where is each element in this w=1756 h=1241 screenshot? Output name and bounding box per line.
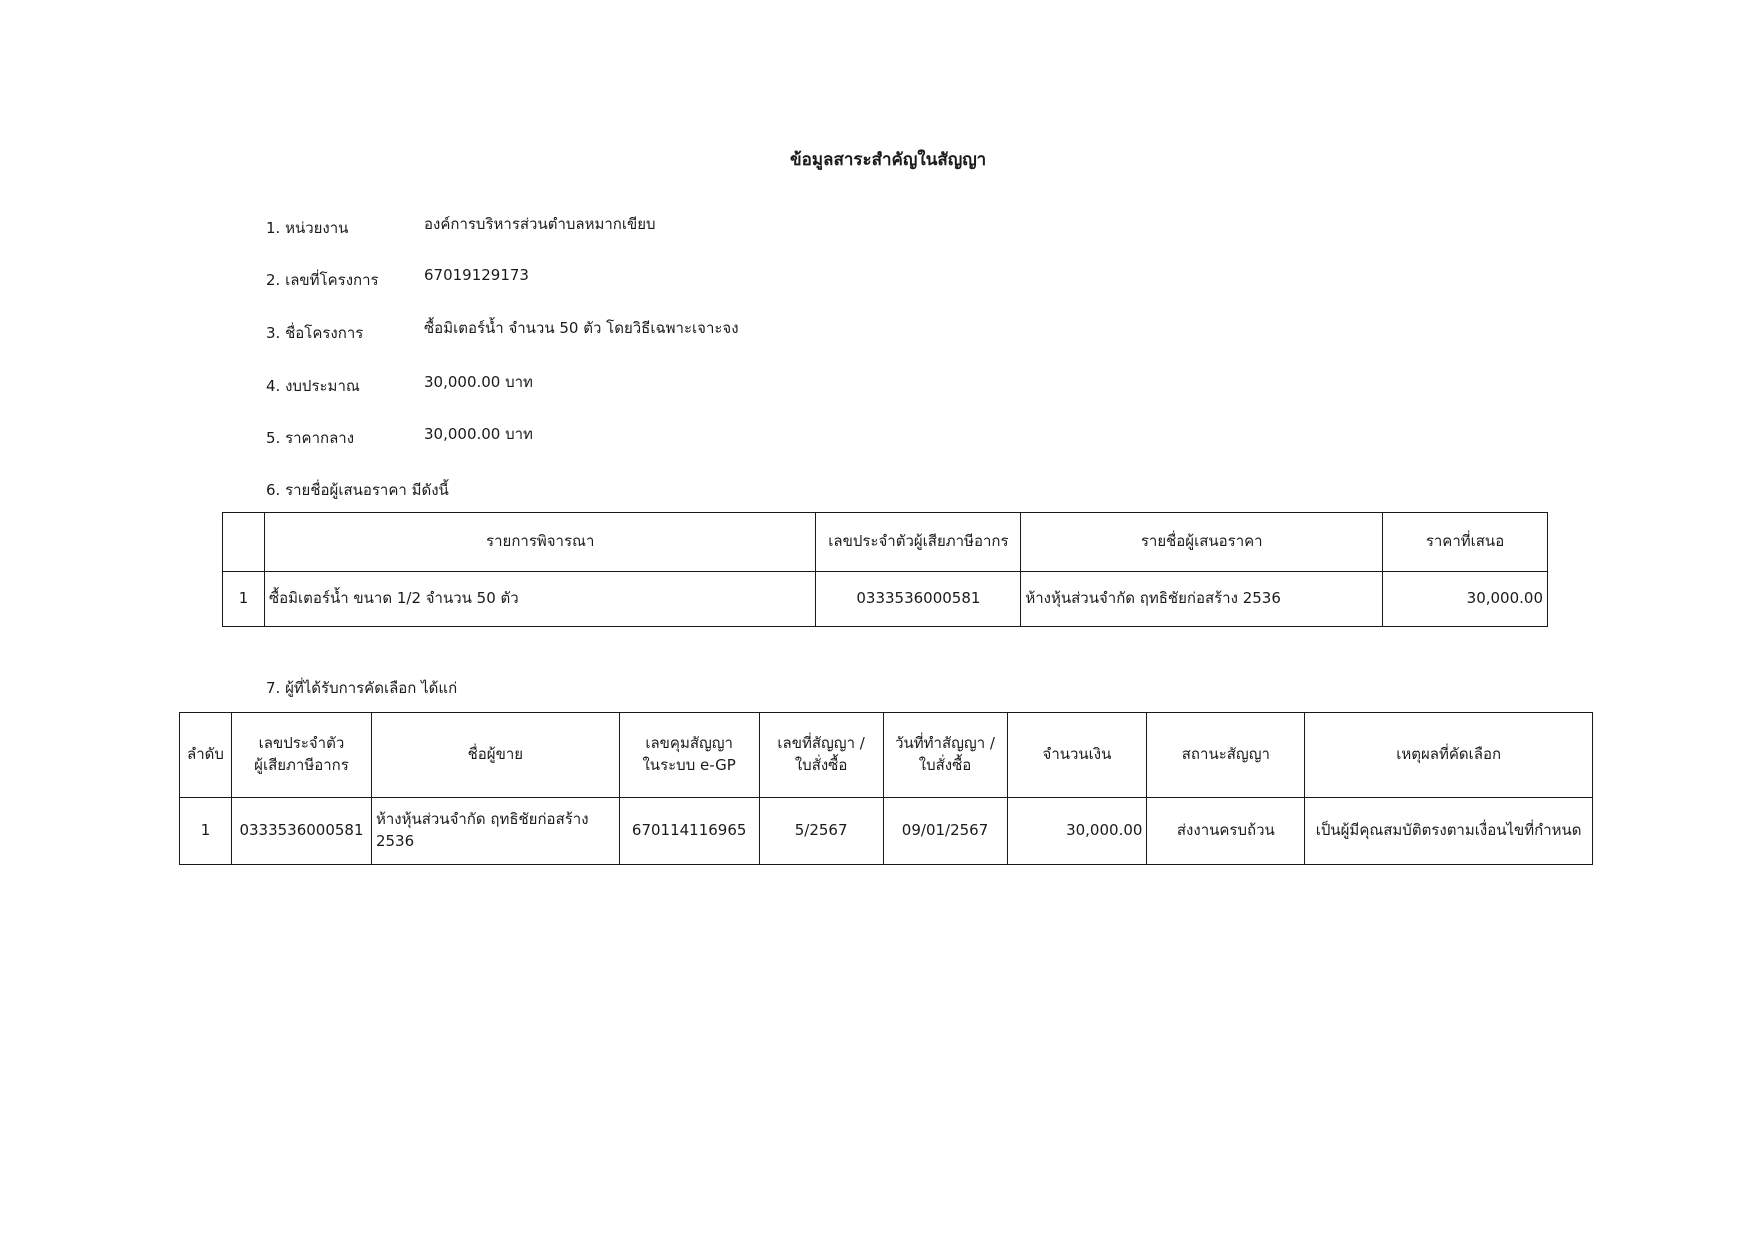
field-label-budget: 4. งบประมาณ: [266, 377, 360, 395]
selected-header-egp-number: เลขคุมสัญญา ในระบบ e-GP: [619, 713, 759, 798]
selected-cell-contract-date: 09/01/2567: [883, 798, 1007, 865]
selected-header-vendor-name: ชื่อผู้ขาย: [371, 713, 619, 798]
selected-header-order: ลำดับ: [180, 713, 232, 798]
selected-header-contract-number: เลขที่สัญญา / ใบสั่งซื้อ: [759, 713, 883, 798]
field-label-median-price: 5. ราคากลาง: [266, 429, 355, 447]
selected-header-reason: เหตุผลที่คัดเลือก: [1305, 713, 1593, 798]
bidders-table-header-row: [223, 513, 1548, 572]
bidders-header-index: [223, 513, 265, 572]
field-value-project-number: 67019129173: [424, 266, 529, 284]
selected-cell-order: 1: [180, 798, 232, 865]
bidders-table: [222, 512, 1548, 627]
selected-header-amount: จำนวนเงิน: [1007, 713, 1147, 798]
selected-cell-tax-id: 0333536000581: [231, 798, 371, 865]
table-row: [223, 572, 1548, 627]
bidders-cell-bidder-name: ห้างหุ้นส่วนจำกัด ฤทธิชัยก่อสร้าง 2536: [1021, 572, 1383, 627]
selected-cell-status: ส่งงานครบถ้วน: [1147, 798, 1305, 865]
field-label-project-number: 2. เลขที่โครงการ: [266, 271, 379, 289]
bidders-header-item: รายการพิจารณา: [264, 513, 815, 572]
field-value-budget: 30,000.00 บาท: [424, 373, 533, 391]
selected-vendor-table: [179, 712, 1593, 865]
selected-cell-vendor-name: ห้างหุ้นส่วนจำกัด ฤทธิชัยก่อสร้าง 2536: [371, 798, 619, 865]
field-value-agency: องค์การบริหารส่วนตำบลหมากเขียบ: [424, 215, 656, 233]
field-label-agency: 1. หน่วยงาน: [266, 219, 349, 237]
table-row: [180, 798, 1593, 865]
bidders-cell-index: 1: [223, 572, 265, 627]
document-title: ข้อมูลสาระสำคัญในสัญญา: [790, 150, 987, 170]
field-value-project-name: ซื้อมิเตอร์น้ำ จำนวน 50 ตัว โดยวิธีเฉพาะเจาะจง: [424, 319, 739, 337]
selected-cell-contract-number: 5/2567: [759, 798, 883, 865]
selected-cell-egp-number: 670114116965: [619, 798, 759, 865]
bidders-header-offer-price: ราคาที่เสนอ: [1383, 513, 1548, 572]
selected-heading: 7. ผู้ที่ได้รับการคัดเลือก ได้แก่: [266, 679, 458, 697]
bidders-cell-item: ซื้อมิเตอร์น้ำ ขนาด 1/2 จำนวน 50 ตัว: [264, 572, 815, 627]
bidders-heading: 6. รายชื่อผู้เสนอราคา มีดังนี้: [266, 481, 449, 499]
selected-cell-amount: 30,000.00: [1007, 798, 1147, 865]
selected-header-contract-date: วันที่ทำสัญญา / ใบสั่งซื้อ: [883, 713, 1007, 798]
bidders-cell-offer-price: 30,000.00: [1383, 572, 1548, 627]
bidders-cell-tax-id: 0333536000581: [816, 572, 1021, 627]
bidders-header-tax-id: เลขประจำตัวผู้เสียภาษีอากร: [816, 513, 1021, 572]
selected-cell-reason: เป็นผู้มีคุณสมบัติตรงตามเงื่อนไขที่กำหนด: [1305, 798, 1593, 865]
bidders-header-bidder-name: รายชื่อผู้เสนอราคา: [1021, 513, 1383, 572]
field-label-project-name: 3. ชื่อโครงการ: [266, 324, 364, 342]
selected-header-tax-id: เลขประจำตัว ผู้เสียภาษีอากร: [231, 713, 371, 798]
field-value-median-price: 30,000.00 บาท: [424, 425, 533, 443]
selected-header-status: สถานะสัญญา: [1147, 713, 1305, 798]
selected-table-header-row: [180, 713, 1593, 798]
